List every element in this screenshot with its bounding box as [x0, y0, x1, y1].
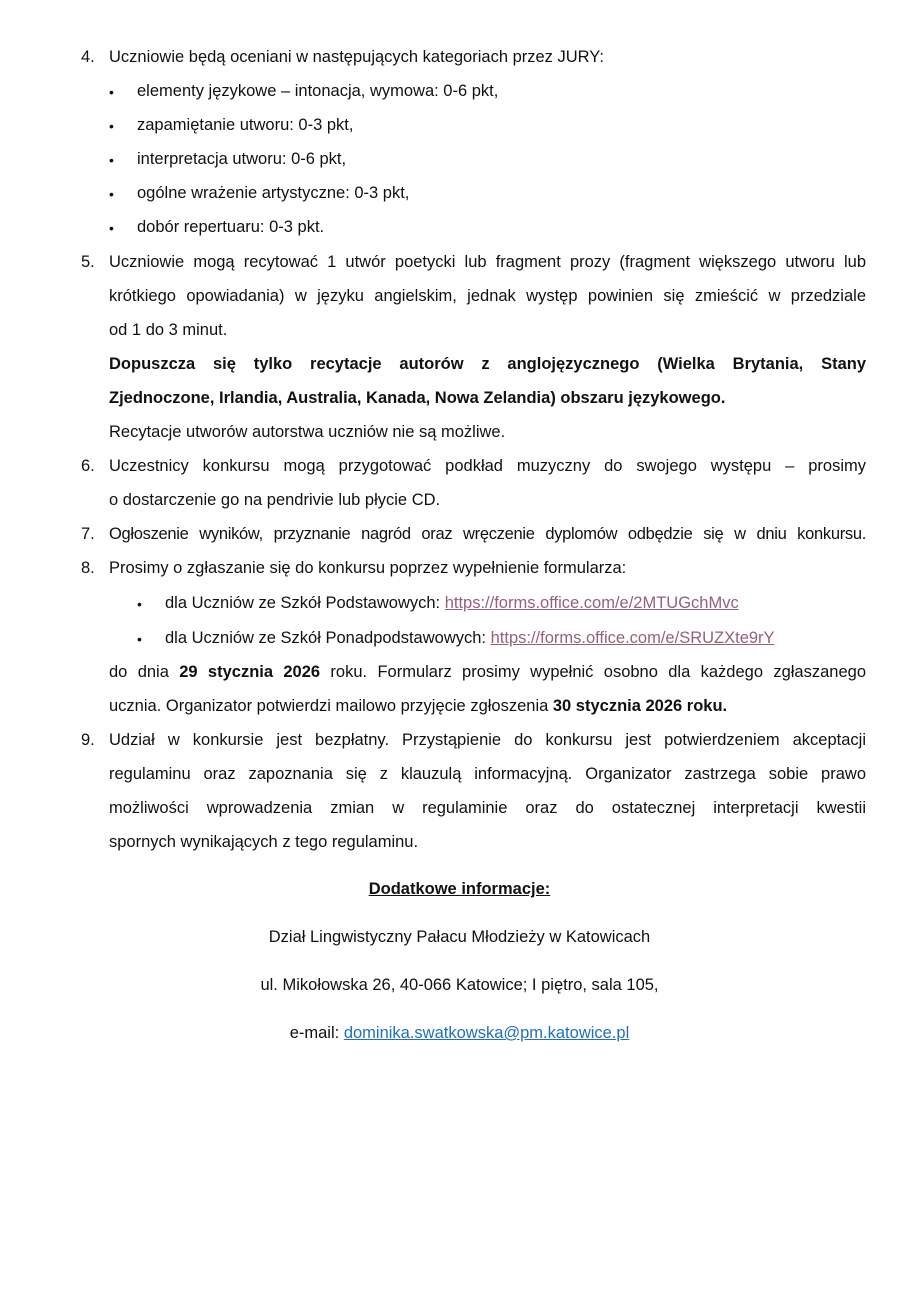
item-9-line: spornych wynikających z tego regulaminu. [109, 833, 419, 851]
item-6-line: o dostarczenie go na pendrivie lub płycie CD. [109, 491, 441, 509]
bullet-icon: • [109, 220, 114, 236]
organization-name: Dział Lingwistyczny Pałacu Młodzieży w Katowicach [268, 928, 651, 946]
item-4-text: Uczniowie będą oceniani w następujących kategoriach przez JURY: [109, 48, 604, 66]
deadline-line-2 [109, 696, 727, 716]
address: ul. Mikołowska 26, 40-066 Katowice; I piętro, sala 105, [260, 976, 659, 994]
item-5-line: Uczniowie mogą recytować 1 utwór poetycki lub fragment prozy (fragment większego utworu lub [109, 253, 866, 271]
deadline-text: do dnia [109, 663, 180, 681]
criterion-item: dobór repertuaru: 0-3 pkt. [137, 218, 325, 236]
bullet-icon: • [109, 186, 114, 202]
item-8-text: Prosimy o zgłaszanie się do konkursu poprzez wypełnienie formularza: [109, 559, 627, 577]
email-label: e-mail: [289, 1024, 344, 1042]
form-link-label: dla Uczniów ze Szkół Podstawowych: [165, 594, 445, 612]
criterion-item: interpretacja utworu: 0-6 pkt, [137, 150, 347, 168]
form-link-label: dla Uczniów ze Szkół Ponadpodstawowych: [165, 629, 491, 647]
item-5-line: od 1 do 3 minut. [109, 321, 228, 339]
bullet-icon: • [109, 84, 114, 100]
deadline-date: 29 stycznia 2026 [179, 663, 321, 681]
item-9-line: Udział w konkursie jest bezpłatny. Przystąpienie do konkursu jest potwierdzeniem akceptacji [109, 731, 866, 749]
item-5-line: krótkiego opowiadania) w języku angielskim, jednak występ powinien się zmieścić w przedziale [109, 287, 866, 305]
bullet-icon: • [109, 118, 114, 134]
item-5-number: 5. [81, 253, 95, 271]
bullet-icon: • [137, 596, 142, 612]
confirmation-text: ucznia. Organizator potwierdzi mailowo przyjęcie zgłoszenia [109, 697, 553, 715]
item-9-number: 9. [81, 731, 95, 749]
confirmation-date: 30 stycznia 2026 roku. [552, 697, 728, 715]
item-5-bold-line: Zjednoczone, Irlandia, Australia, Kanada, Nowa Zelandia) obszaru językowego. [109, 389, 726, 407]
criterion-item: zapamiętanie utworu: 0-3 pkt, [137, 116, 354, 134]
item-7-number: 7. [81, 525, 95, 543]
additional-info-heading: Dodatkowe informacje: [368, 880, 551, 898]
item-4-number: 4. [81, 48, 95, 66]
item-6-line: Uczestnicy konkursu mogą przygotować podkład muzyczny do swojego występu – prosimy [109, 457, 866, 475]
bullet-icon: • [109, 152, 114, 168]
email-row [0, 1023, 919, 1043]
item-8-number: 8. [81, 559, 95, 577]
item-9-line: możliwości wprowadzenia zmian w regulaminie oraz do ostatecznej interpretacji kwestii [109, 799, 866, 817]
item-5-note: Recytacje utworów autorstwa uczniów nie są możliwe. [109, 423, 506, 441]
bullet-icon: • [137, 631, 142, 647]
item-7-text: Ogłoszenie wyników, przyznanie nagród oraz wręczenie dyplomów odbędzie się w dniu konkursu. [109, 525, 866, 543]
item-6-number: 6. [81, 457, 95, 475]
item-9-line: regulaminu oraz zapoznania się z klauzulą informacyjną. Organizator zastrzega sobie prawo [109, 765, 866, 783]
deadline-line-1 [109, 662, 866, 682]
criterion-item: elementy językowe – intonacja, wymowa: 0-6 pkt, [137, 82, 499, 100]
criterion-item: ogólne wrażenie artystyczne: 0-3 pkt, [137, 184, 410, 202]
form-link-row-secondary [165, 628, 775, 648]
form-link-primary-schools[interactable]: https://forms.office.com/e/2MTUGchMvc [444, 594, 739, 612]
form-link-row-primary [165, 593, 739, 613]
form-link-secondary-schools[interactable]: https://forms.office.com/e/SRUZXte9rY [490, 629, 775, 647]
item-5-bold-line: Dopuszcza się tylko recytacje autorów z anglojęzycznego (Wielka Brytania, Stany [109, 355, 866, 373]
email-link[interactable]: dominika.swatkowska@pm.katowice.pl [343, 1024, 630, 1042]
deadline-text: roku. Formularz prosimy wypełnić osobno dla każdego zgłaszanego [320, 663, 866, 681]
